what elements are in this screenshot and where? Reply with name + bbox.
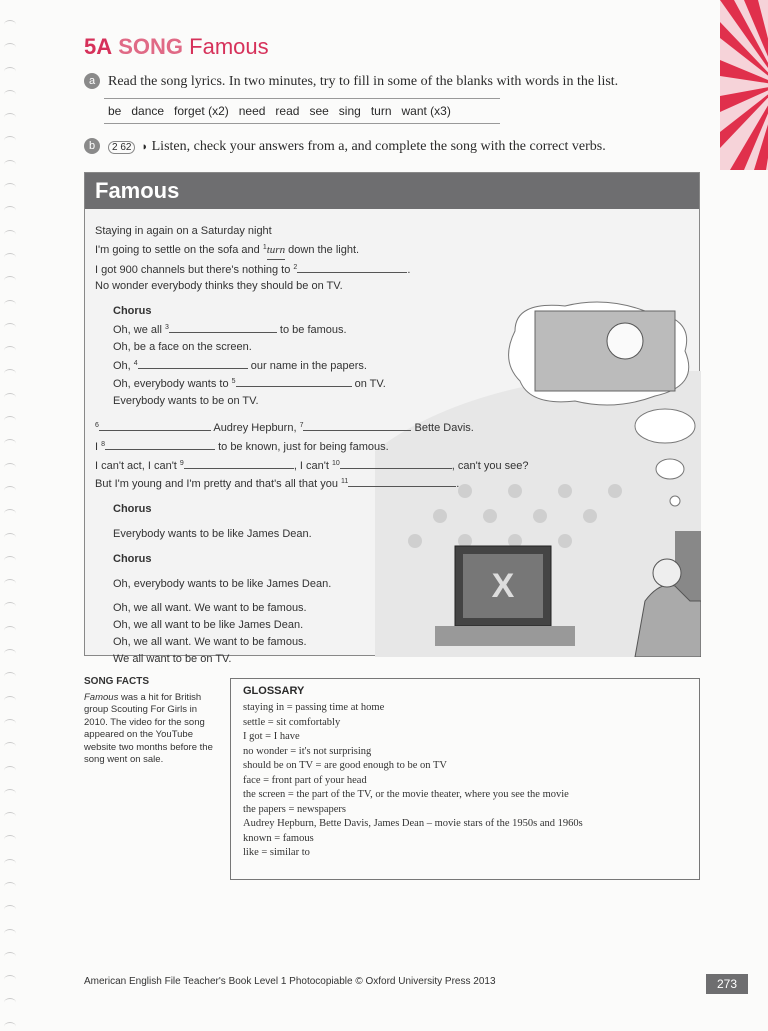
section-label: SONG (118, 34, 184, 59)
panel-title: Famous (85, 173, 699, 209)
lyric-line: $^6$ Audrey Hepburn, $^7$ Bette Davis. (95, 421, 474, 434)
song-facts-text: was a hit for British group Scouting For Girls in 2010. The video for the song appeared on the YouTube website two months before the song went on sale. (84, 691, 213, 765)
step-a-badge: a (84, 73, 100, 89)
glossary-item: known = famous (243, 832, 314, 844)
blank-number: 8 (101, 440, 106, 448)
step-a-text: Read the song lyrics. In two minutes, try to fill in some of the blanks with words in the list. (108, 74, 619, 89)
song-panel (84, 172, 700, 665)
chorus-label: Chorus (113, 552, 152, 565)
glossary-item: the screen = the part of the TV, or the movie theater, where you see the movie (243, 789, 569, 800)
blank-number: 6 (95, 421, 99, 429)
chorus-label: Chorus (113, 503, 152, 516)
lyric-line: Everybody wants to be on TV. (113, 395, 259, 408)
glossary-item: the papers = newspapers (243, 803, 347, 815)
lyric-line: But I'm young and I'm pretty and that's all that you $^{11}$ . (95, 478, 460, 491)
chorus-label: Chorus (113, 305, 152, 318)
blank-number: 2 (293, 263, 298, 271)
lyric-line: Oh, everybody wants to $^5$ on TV. (113, 378, 386, 391)
step-b (84, 138, 606, 155)
lyric-line: I got 900 channels but there's nothing to $^2$ . (95, 263, 411, 276)
svg-text:X: X (491, 567, 515, 605)
spiral-binding (4, 20, 24, 1010)
song-facts (84, 676, 214, 767)
blank-number: 3 (164, 323, 169, 331)
answer-blank[interactable] (138, 368, 248, 369)
glossary-item: face = front part of your head (243, 774, 367, 786)
lyric-line: Oh, we all $^3$ to be famous. (113, 323, 347, 336)
answer-blank[interactable] (340, 468, 452, 469)
lyric-line: Oh, everybody wants to be like James Dean. (113, 577, 332, 590)
glossary-item: should be on TV = are good enough to be on TV (243, 760, 447, 771)
lyric-line: I $^8$ to be known, just for being famous. (95, 440, 389, 453)
answer-blank[interactable] (105, 449, 215, 450)
speaker-icon: ◗ (141, 141, 149, 153)
blank-number: 11 (341, 478, 349, 486)
answer-blank[interactable] (348, 486, 456, 487)
song-facts-lead: Famous (84, 691, 119, 703)
glossary-item: like = similar to (243, 847, 310, 858)
lyric-line: I'm going to settle on the sofa and $^1$turn down the light. (95, 240, 575, 260)
glossary-box (230, 678, 700, 880)
lyric-line: Everybody wants to be like James Dean. (113, 527, 312, 540)
answer-blank[interactable] (236, 386, 352, 387)
answer-blank[interactable] (303, 430, 411, 431)
glossary-item: Audrey Hepburn, Bette Davis, James Dean – movie stars of the 1950s and 1960s (243, 818, 583, 829)
song-facts-title: SONG FACTS (84, 676, 150, 687)
glossary-item: I got = I have (243, 731, 300, 742)
lyric-line: Oh, be a face on the screen. (113, 340, 252, 353)
answer-blank[interactable] (297, 272, 407, 273)
blank-number: 4 (133, 359, 138, 367)
glossary-item: settle = sit comfortably (243, 716, 341, 728)
step-a (84, 73, 618, 90)
answer-blank[interactable] (169, 332, 277, 333)
blank-number: 10 (332, 459, 340, 467)
step-b-badge: b (84, 138, 100, 154)
blank-number: 1 (262, 243, 267, 251)
song-lyrics (95, 223, 575, 668)
glossary-title: GLOSSARY (243, 685, 305, 697)
answer-example: turn (267, 242, 285, 260)
audio-track-label: 2 62 (108, 141, 135, 154)
lyric-line: Staying in again on a Saturday night (95, 225, 272, 237)
lyric-line: Oh, we all want. We want to be famous. (113, 602, 307, 615)
blank-number: 5 (231, 378, 236, 386)
page-title: Famous (189, 34, 269, 59)
lyric-line: No wonder everybody thinks they should be on TV. (95, 280, 343, 293)
page-footer: American English File Teacher's Book Level 1 Photocopiable © Oxford University Press 2013 (84, 976, 496, 987)
blank-number: 7 (299, 421, 304, 429)
lyric-line: Oh, we all want. We want to be famous. (113, 635, 307, 648)
answer-blank[interactable] (184, 468, 294, 469)
step-b-text: Listen, check your answers from a, and complete the song with the correct verbs. (151, 139, 606, 154)
lesson-code: 5A (84, 34, 113, 59)
glossary-item: no wonder = it's not surprising (243, 745, 372, 757)
lyric-line: I can't act, I can't $^9$ , I can't $^{10}$ , can't you see? (95, 459, 529, 472)
lyric-line: Oh, $^4$ our name in the papers. (113, 359, 367, 372)
word-list: be dance forget (x2) need read see sing turn want (x3) (104, 98, 500, 124)
glossary-item: staying in = passing time at home (243, 702, 385, 713)
lyric-line: We all want to be on TV. (113, 652, 232, 665)
answer-blank[interactable] (99, 430, 211, 431)
page-number: 273 (706, 974, 748, 994)
page-header (84, 34, 269, 60)
blank-number: 9 (179, 459, 184, 467)
lyric-line: Oh, we all want to be like James Dean. (113, 619, 304, 632)
sunburst-decoration (720, 0, 768, 170)
